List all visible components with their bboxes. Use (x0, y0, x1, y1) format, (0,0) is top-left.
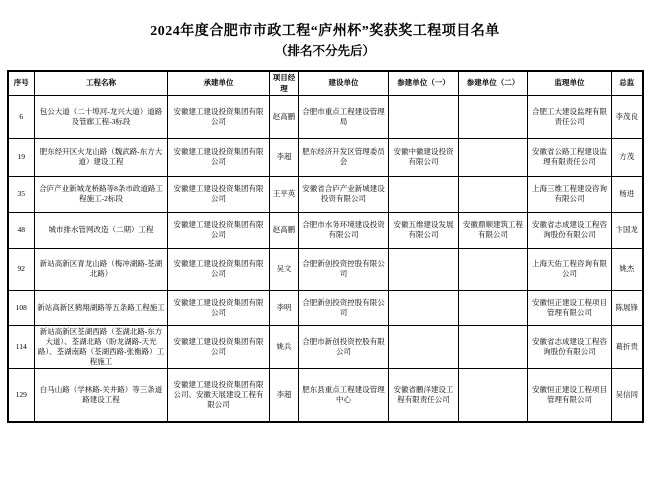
project-name-cell: 新站高新区鹤翔湖路等五条路工程施工 (35, 290, 168, 325)
manager-cell: 李超 (270, 369, 299, 422)
project-name-cell: 合庐产业新城龙桥路等8条市政道路工程施工-2标段 (35, 176, 168, 212)
table-row (8, 248, 643, 290)
seq-cell: 108 (8, 290, 35, 325)
table-header-row (8, 71, 643, 95)
manager-cell: 李明 (270, 290, 299, 325)
document-title: 2024年度合肥市市政工程“庐州杯”奖获奖工程项目名单 (150, 24, 500, 39)
chief-cell: 吴信同 (612, 369, 643, 422)
header-chief-supervisor: 总监 (612, 71, 643, 95)
participant1-cell: 安徽中徽建设投资有限公司 (389, 138, 459, 176)
project-name-cell: 城市排水管网改造（二期）工程 (35, 212, 168, 248)
table-row (8, 138, 643, 176)
project-name-cell: 新站高新区荃湖西路（荃湖北路-东方大道）、荃湖北路（盼龙湖路-天光路）、荃湖南路（荃湖西路-张衡路）工程施工 (35, 325, 168, 369)
header-contractor: 承建单位 (168, 71, 270, 95)
table-row (8, 325, 643, 369)
table-row (8, 369, 643, 422)
seq-cell: 35 (8, 176, 35, 212)
participant2-cell (459, 290, 528, 325)
chief-cell: 卞国龙 (612, 212, 643, 248)
contractor-cell: 安徽建工建设投资集团有限公司 (168, 325, 270, 369)
header-project-manager: 项目经理 (270, 71, 299, 95)
participant2-cell (459, 369, 528, 422)
builder-cell: 合肥市水务环境建设投资有限公司 (299, 212, 389, 248)
chief-cell: 葛折贵 (612, 325, 643, 369)
project-name-cell: 包公大道（二十埠河-龙兴大道）道路及管廊工程-3标段 (35, 95, 168, 138)
manager-cell: 赵高鹏 (270, 212, 299, 248)
participant1-cell: 安徽五维建设发展有限公司 (389, 212, 459, 248)
participant2-cell (459, 138, 528, 176)
participant2-cell: 安徽鼎顺建筑工程有限公司 (459, 212, 528, 248)
manager-cell: 王平英 (270, 176, 299, 212)
participant1-cell: 安徽省鹏洋建设工程有限责任公司 (389, 369, 459, 422)
seq-cell: 114 (8, 325, 35, 369)
chief-cell: 陈展锋 (612, 290, 643, 325)
manager-cell: 吴文 (270, 248, 299, 290)
builder-cell: 合肥新创投资控股有限公司 (299, 290, 389, 325)
table-row (8, 176, 643, 212)
supervisor-cell: 上海天佑工程咨询有限公司 (528, 248, 612, 290)
header-project-name: 工程名称 (35, 71, 168, 95)
seq-cell: 92 (8, 248, 35, 290)
participant1-cell (389, 248, 459, 290)
supervisor-cell: 安徽恒正建设工程项目管理有限公司 (528, 290, 612, 325)
supervisor-cell: 安徽省志成建设工程咨询股份有限公司 (528, 212, 612, 248)
table-row (8, 212, 643, 248)
participant1-cell (389, 95, 459, 138)
supervisor-cell: 安徽恒正建设工程项目管理有限公司 (528, 369, 612, 422)
awards-table (7, 70, 644, 422)
participant2-cell (459, 325, 528, 369)
chief-cell: 姚杰 (612, 248, 643, 290)
header-supervisor: 监理单位 (528, 71, 612, 95)
supervisor-cell: 安徽省志成建设工程咨询股份有限公司 (528, 325, 612, 369)
contractor-cell: 安徽建工建设投资集团有限公司 (168, 138, 270, 176)
supervisor-cell: 合肥工大建设监理有限责任公司 (528, 95, 612, 138)
builder-cell: 肥东县重点工程建设管理中心 (299, 369, 389, 422)
builder-cell: 合肥市重点工程建设管理局 (299, 95, 389, 138)
participant1-cell (389, 176, 459, 212)
seq-cell: 6 (8, 95, 35, 138)
participant1-cell (389, 290, 459, 325)
project-name-cell: 肥东经开区火龙山路（魏武路-东方大道）建设工程 (35, 138, 168, 176)
contractor-cell: 安徽建工建设投资集团有限公司 (168, 248, 270, 290)
contractor-cell: 安徽建工建设投资集团有限公司、安徽天展建设工程有限公司 (168, 369, 270, 422)
project-name-cell: 新站高新区青龙山路（梅冲湖路-荃湖北路） (35, 248, 168, 290)
manager-cell: 姚兵 (270, 325, 299, 369)
builder-cell: 肥东经济开发区管理委员会 (299, 138, 389, 176)
participant2-cell (459, 248, 528, 290)
document-page (0, 22, 650, 481)
builder-cell: 合肥新创投资控股有限公司 (299, 248, 389, 290)
seq-cell: 48 (8, 212, 35, 248)
project-name-cell: 白马山路（学林路-关井路）等三条道路建设工程 (35, 369, 168, 422)
seq-cell: 19 (8, 138, 35, 176)
builder-cell: 合肥市新创投资控股有限公司 (299, 325, 389, 369)
manager-cell: 赵高鹏 (270, 95, 299, 138)
contractor-cell: 安徽建工建设投资集团有限公司 (168, 290, 270, 325)
contractor-cell: 安徽建工建设投资集团有限公司 (168, 176, 270, 212)
manager-cell: 李超 (270, 138, 299, 176)
builder-cell: 安徽省合庐产业新城建设投资有限公司 (299, 176, 389, 212)
supervisor-cell: 安徽省公路工程建设监理有限责任公司 (528, 138, 612, 176)
table-row (8, 290, 643, 325)
participant2-cell (459, 95, 528, 138)
header-participant-2: 参建单位（二） (459, 71, 528, 95)
contractor-cell: 安徽建工建设投资集团有限公司 (168, 95, 270, 138)
contractor-cell: 安徽建工建设投资集团有限公司 (168, 212, 270, 248)
participant2-cell (459, 176, 528, 212)
document-subtitle: （排名不分先后） (274, 44, 375, 59)
header-participant-1: 参建单位（一） (389, 71, 459, 95)
header-seq: 序号 (8, 71, 35, 95)
chief-cell: 李茂良 (612, 95, 643, 138)
supervisor-cell: 上海三维工程建设咨询有限公司 (528, 176, 612, 212)
chief-cell: 杨进 (612, 176, 643, 212)
document-title-block (0, 22, 650, 60)
participant1-cell (389, 325, 459, 369)
chief-cell: 方茂 (612, 138, 643, 176)
header-builder: 建设单位 (299, 71, 389, 95)
table-row (8, 95, 643, 138)
seq-cell: 129 (8, 369, 35, 422)
